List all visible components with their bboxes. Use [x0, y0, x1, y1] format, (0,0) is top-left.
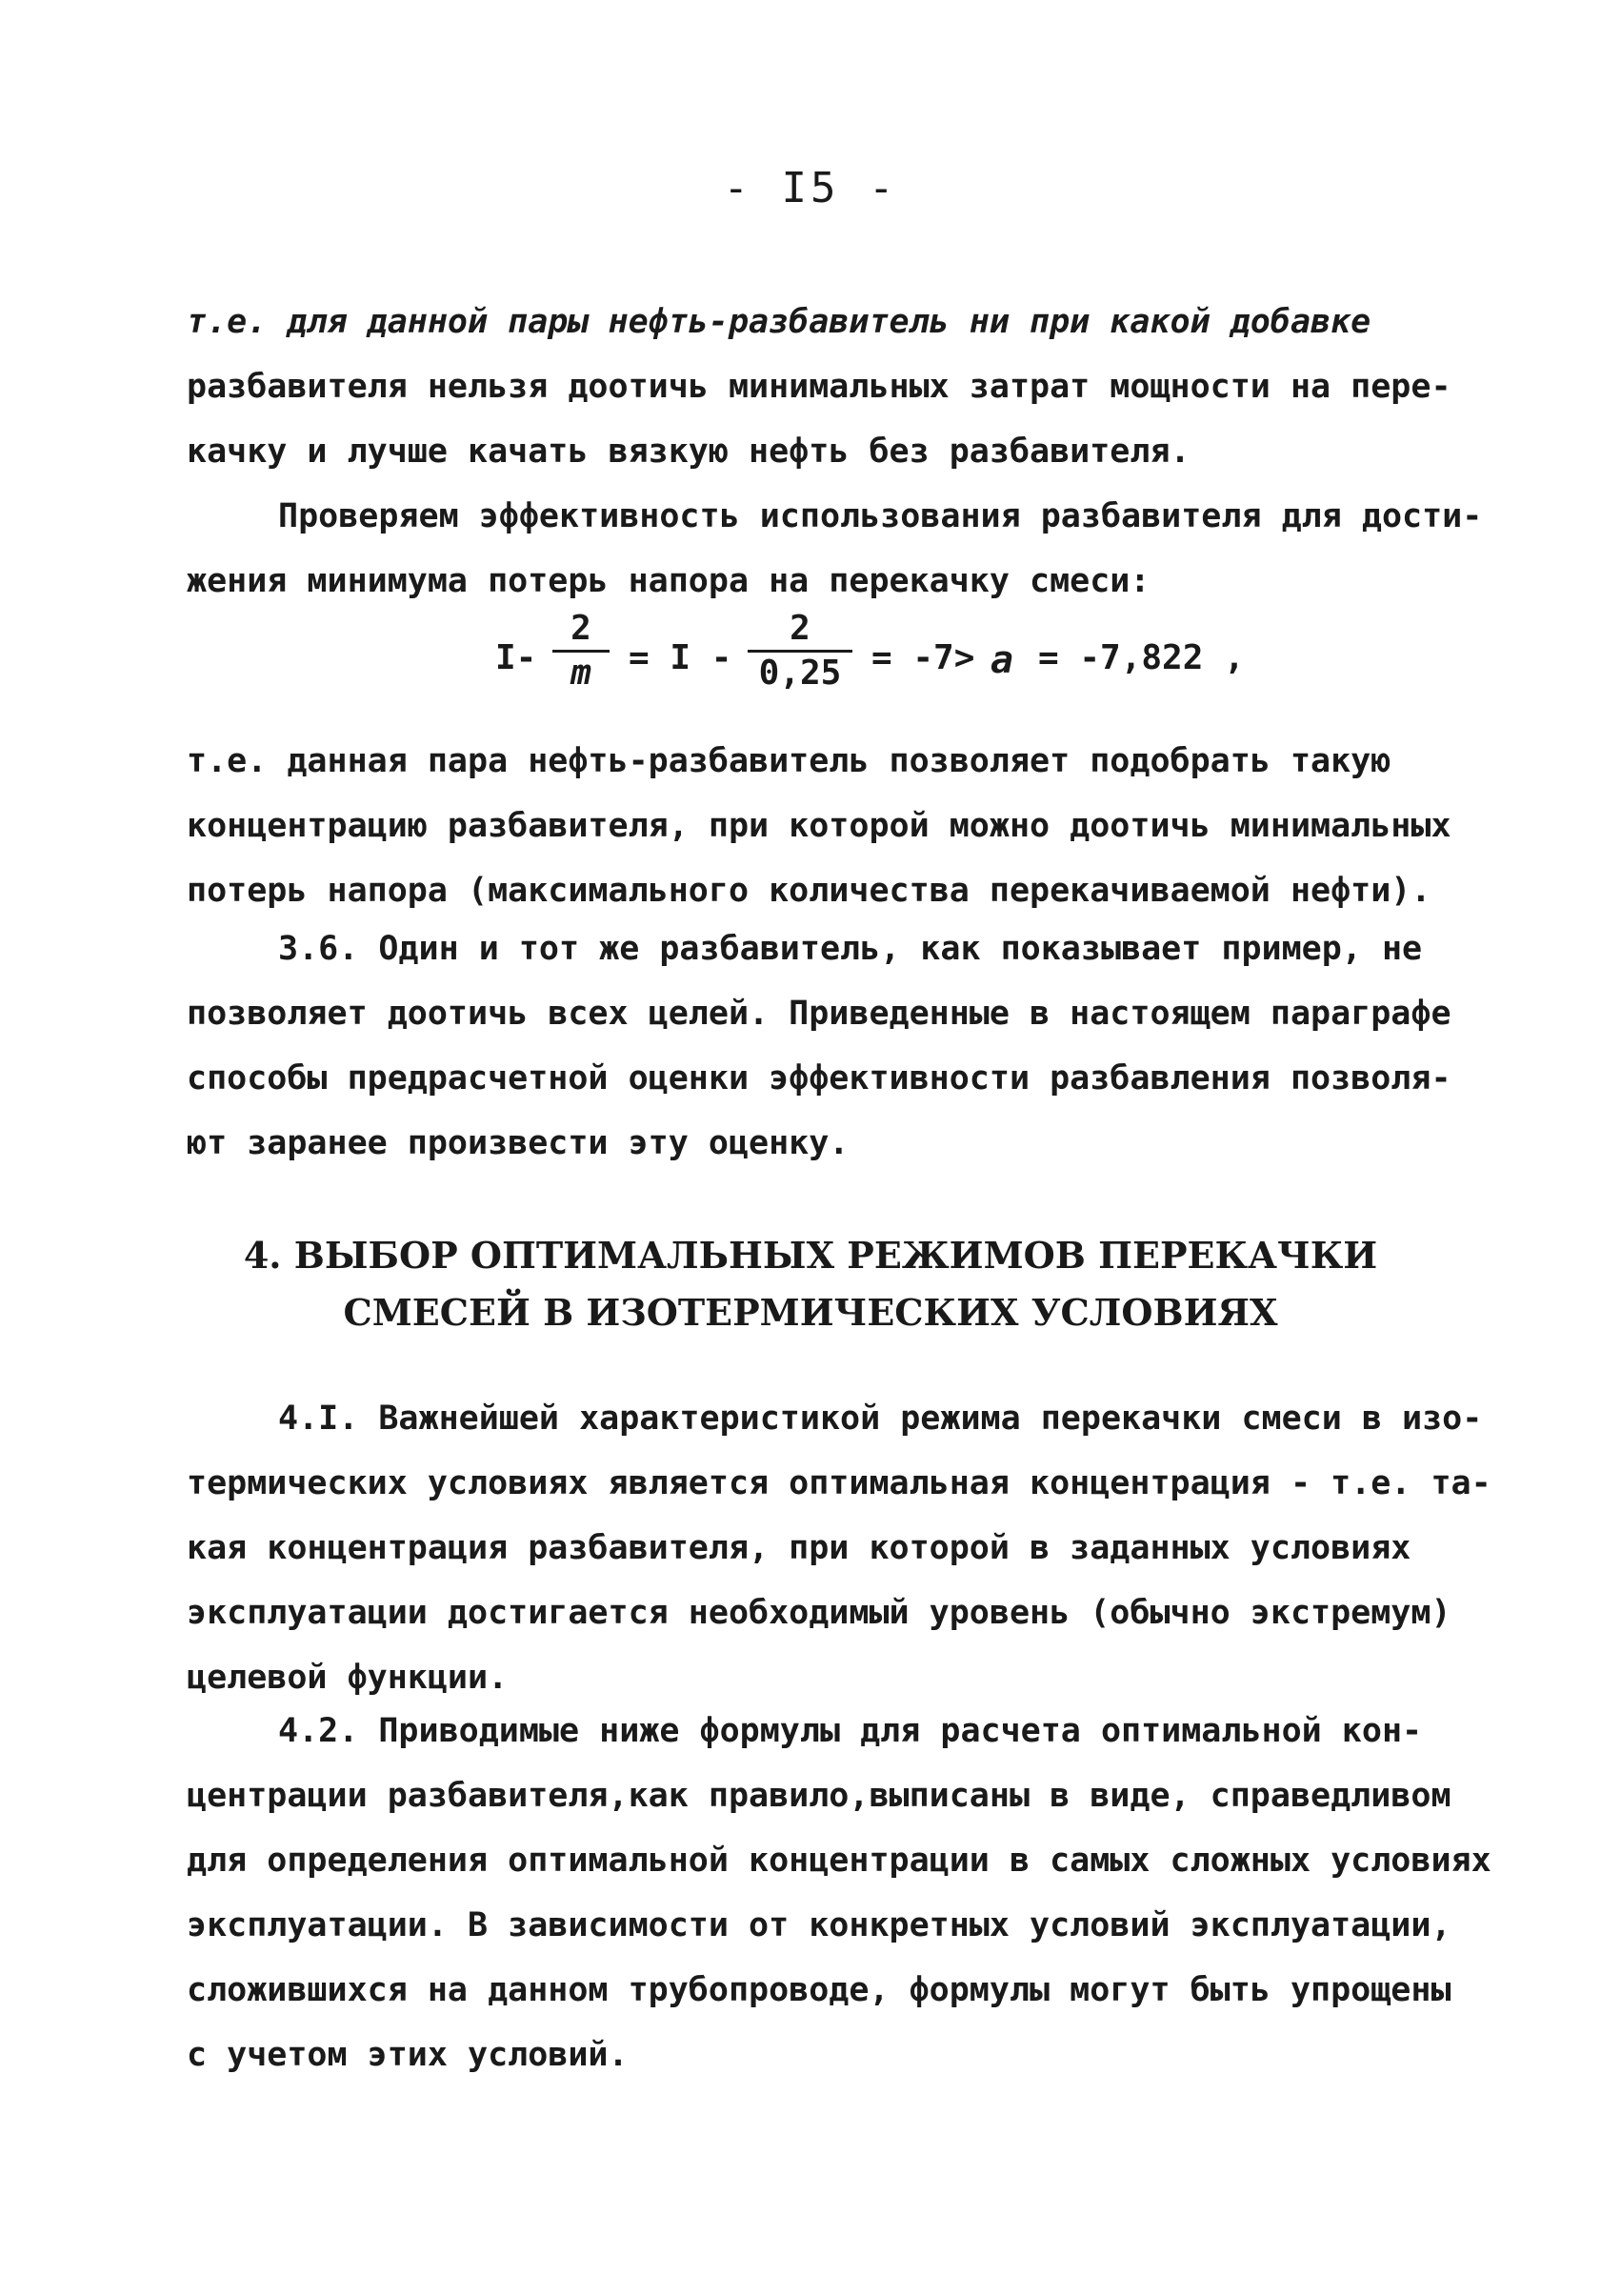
formula-tail: = -7,822 , [1038, 638, 1245, 677]
text-line: Проверяем эффективность использования разбавителя для дости- [278, 497, 1483, 535]
fraction-denominator: 0,25 [758, 654, 842, 693]
text-line: кая концентрация разбавителя, при которой в заданных условиях [187, 1529, 1411, 1567]
heading-line-1: 4. ВЫБОР ОПТИМАЛЬНЫХ РЕЖИМОВ ПЕРЕКАЧКИ [243, 1234, 1378, 1277]
paragraph-conclusion [187, 729, 1458, 923]
text-line: сложившихся на данном трубопроводе, формулы могут быть упрощены [187, 1971, 1451, 2009]
text-line: целевой функции. [187, 1659, 509, 1697]
paragraph-check-efficiency [187, 484, 1483, 614]
text-line: качку и лучше качать вязкую нефть без разбавителя. [187, 433, 1191, 471]
section-heading [0, 1227, 1621, 1341]
text-line: т.е. для данной пары нефть-разбавитель ни при какой добавке [187, 303, 1371, 341]
text-line: эксплуатации. В зависимости от конкретных условий эксплуатации, [187, 1906, 1451, 1944]
formula-equals-1: = I - [629, 638, 732, 677]
fraction-2-over-m [552, 610, 610, 693]
formula [495, 610, 1314, 715]
alpha-symbol: a [991, 638, 1014, 682]
text-line: центрации разбавителя,как правило,выписаны в виде, справедливом [187, 1777, 1451, 1815]
text-line: термических условиях является оптимальная концентрация - т.е. та- [187, 1464, 1491, 1502]
fraction-2-over-025 [748, 610, 852, 693]
fraction-numerator: 2 [790, 609, 810, 648]
page-number: - I5 - [723, 164, 898, 212]
text-line: ют заранее произвести эту оценку. [187, 1124, 850, 1162]
text-line: для определения оптимальной концентрации в самых сложных условиях [187, 1842, 1491, 1880]
text-line: 4.2. Приводимые ниже формулы для расчета оптимальной кон- [278, 1712, 1423, 1750]
text-line: концентрацию разбавителя, при которой можно доотичь минимальных [187, 807, 1451, 845]
text-line: жения минимума потерь напора на перекачку смеси: [187, 562, 1151, 600]
fraction-bar [552, 650, 610, 653]
paragraph-4-2 [187, 1699, 1491, 2087]
text-line: разбавителя нельзя доотичь минимальных затрат мощности на пере- [187, 368, 1451, 406]
fraction-bar [748, 650, 852, 653]
paragraph-3-6 [187, 916, 1458, 1176]
formula-lhs-prefix: I- [495, 638, 537, 677]
text-line: позволяет доотичь всех целей. Приведенные в настоящем параграфе [187, 995, 1451, 1033]
text-line: 4.I. Важнейшей характеристикой режима перекачки смеси в изо- [278, 1400, 1483, 1438]
paragraph-intro [187, 290, 1458, 484]
formula-result: = -7> [871, 638, 975, 677]
text-line: потерь напора (максимального количества перекачиваемой нефти). [187, 872, 1431, 910]
fraction-numerator: 2 [570, 609, 591, 648]
paragraph-4-1 [187, 1386, 1491, 1710]
fraction-denominator: m [570, 654, 591, 693]
text-line: 3.6. Один и тот же разбавитель, как показывает пример, не [278, 930, 1423, 968]
text-line: т.е. данная пара нефть-разбавитель позволяет подобрать такую [187, 742, 1391, 780]
text-line: эксплуатации достигается необходимый уровень (обычно экстремум) [187, 1594, 1451, 1632]
text-line: способы предрасчетной оценки эффективности разбавления позволя- [187, 1059, 1451, 1098]
heading-line-2: СМЕСЕЙ В ИЗОТЕРМИЧЕСКИХ УСЛОВИЯХ [343, 1291, 1278, 1334]
text-line: с учетом этих условий. [187, 2036, 629, 2074]
